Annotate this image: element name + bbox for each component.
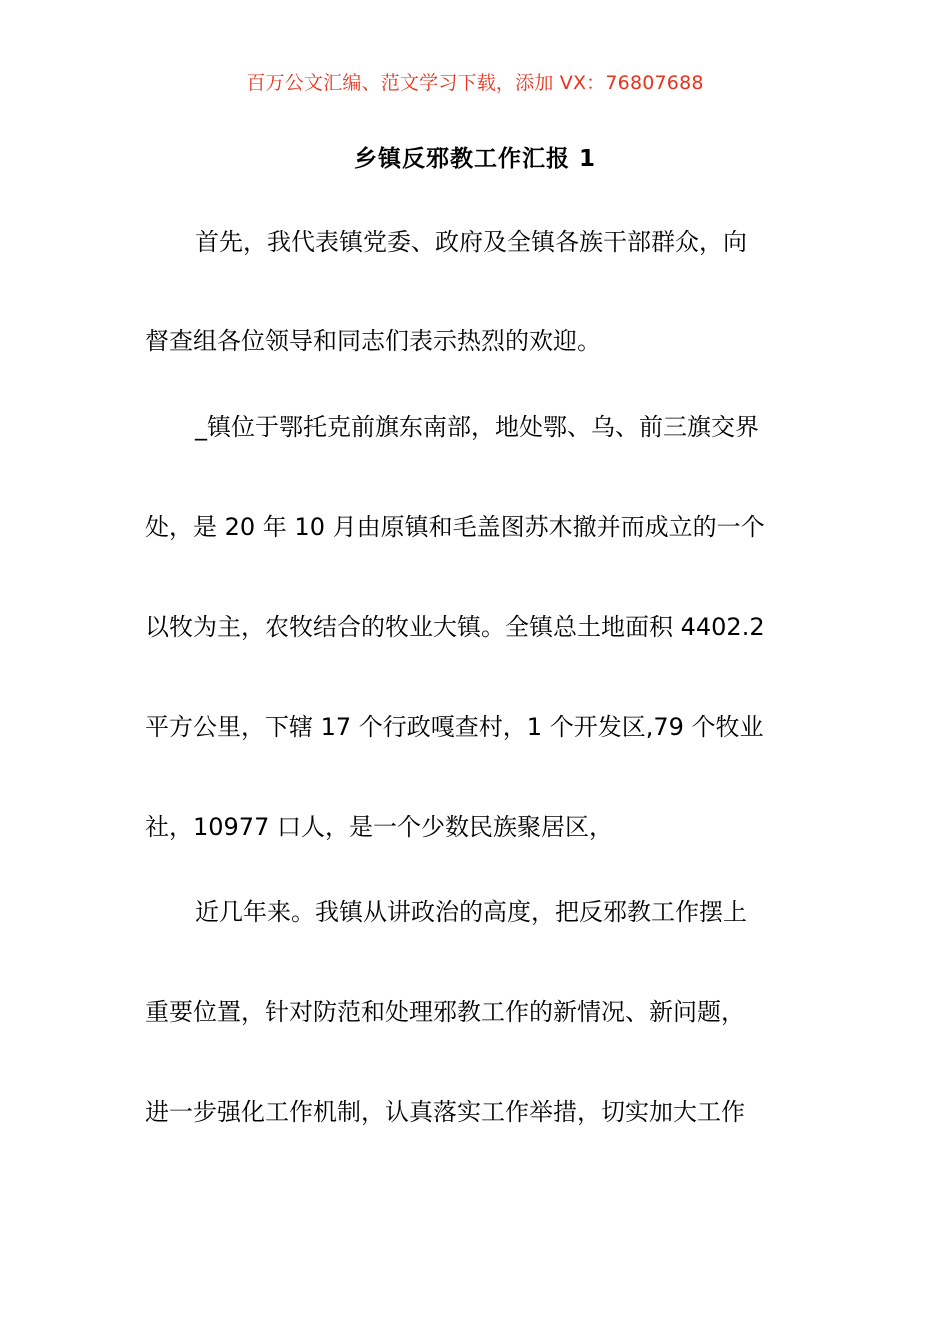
header-note: 百万公文汇编、范文学习下载，添加 VX：76807688 [246,72,704,94]
body-line: 平方公里，下辖 17 个行政嘎查村，1 个开发区,79 个牧业 [145,713,764,741]
body-line: 处，是 20 年 10 月由原镇和毛盖图苏木撤并而成立的一个 [145,513,765,541]
body-line: 社，10977 口人，是一个少数民族聚居区， [145,813,613,841]
document-title: 乡镇反邪教工作汇报 1 [353,146,596,172]
body-line: 首先，我代表镇党委、政府及全镇各族干部群众，向 [195,228,747,256]
body-line: _镇位于鄂托克前旗东南部，地处鄂、乌、前三旗交界 [195,413,759,441]
body-line: 进一步强化工作机制，认真落实工作举措，切实加大工作 [145,1098,745,1126]
body-line: 督查组各位领导和同志们表示热烈的欢迎。 [145,327,601,355]
body-line: 重要位置，针对防范和处理邪教工作的新情况、新问题， [145,998,745,1026]
body-line: 近几年来。我镇从讲政治的高度，把反邪教工作摆上 [195,898,747,926]
body-line: 以牧为主，农牧结合的牧业大镇。全镇总土地面积 4402.2 [145,613,765,641]
